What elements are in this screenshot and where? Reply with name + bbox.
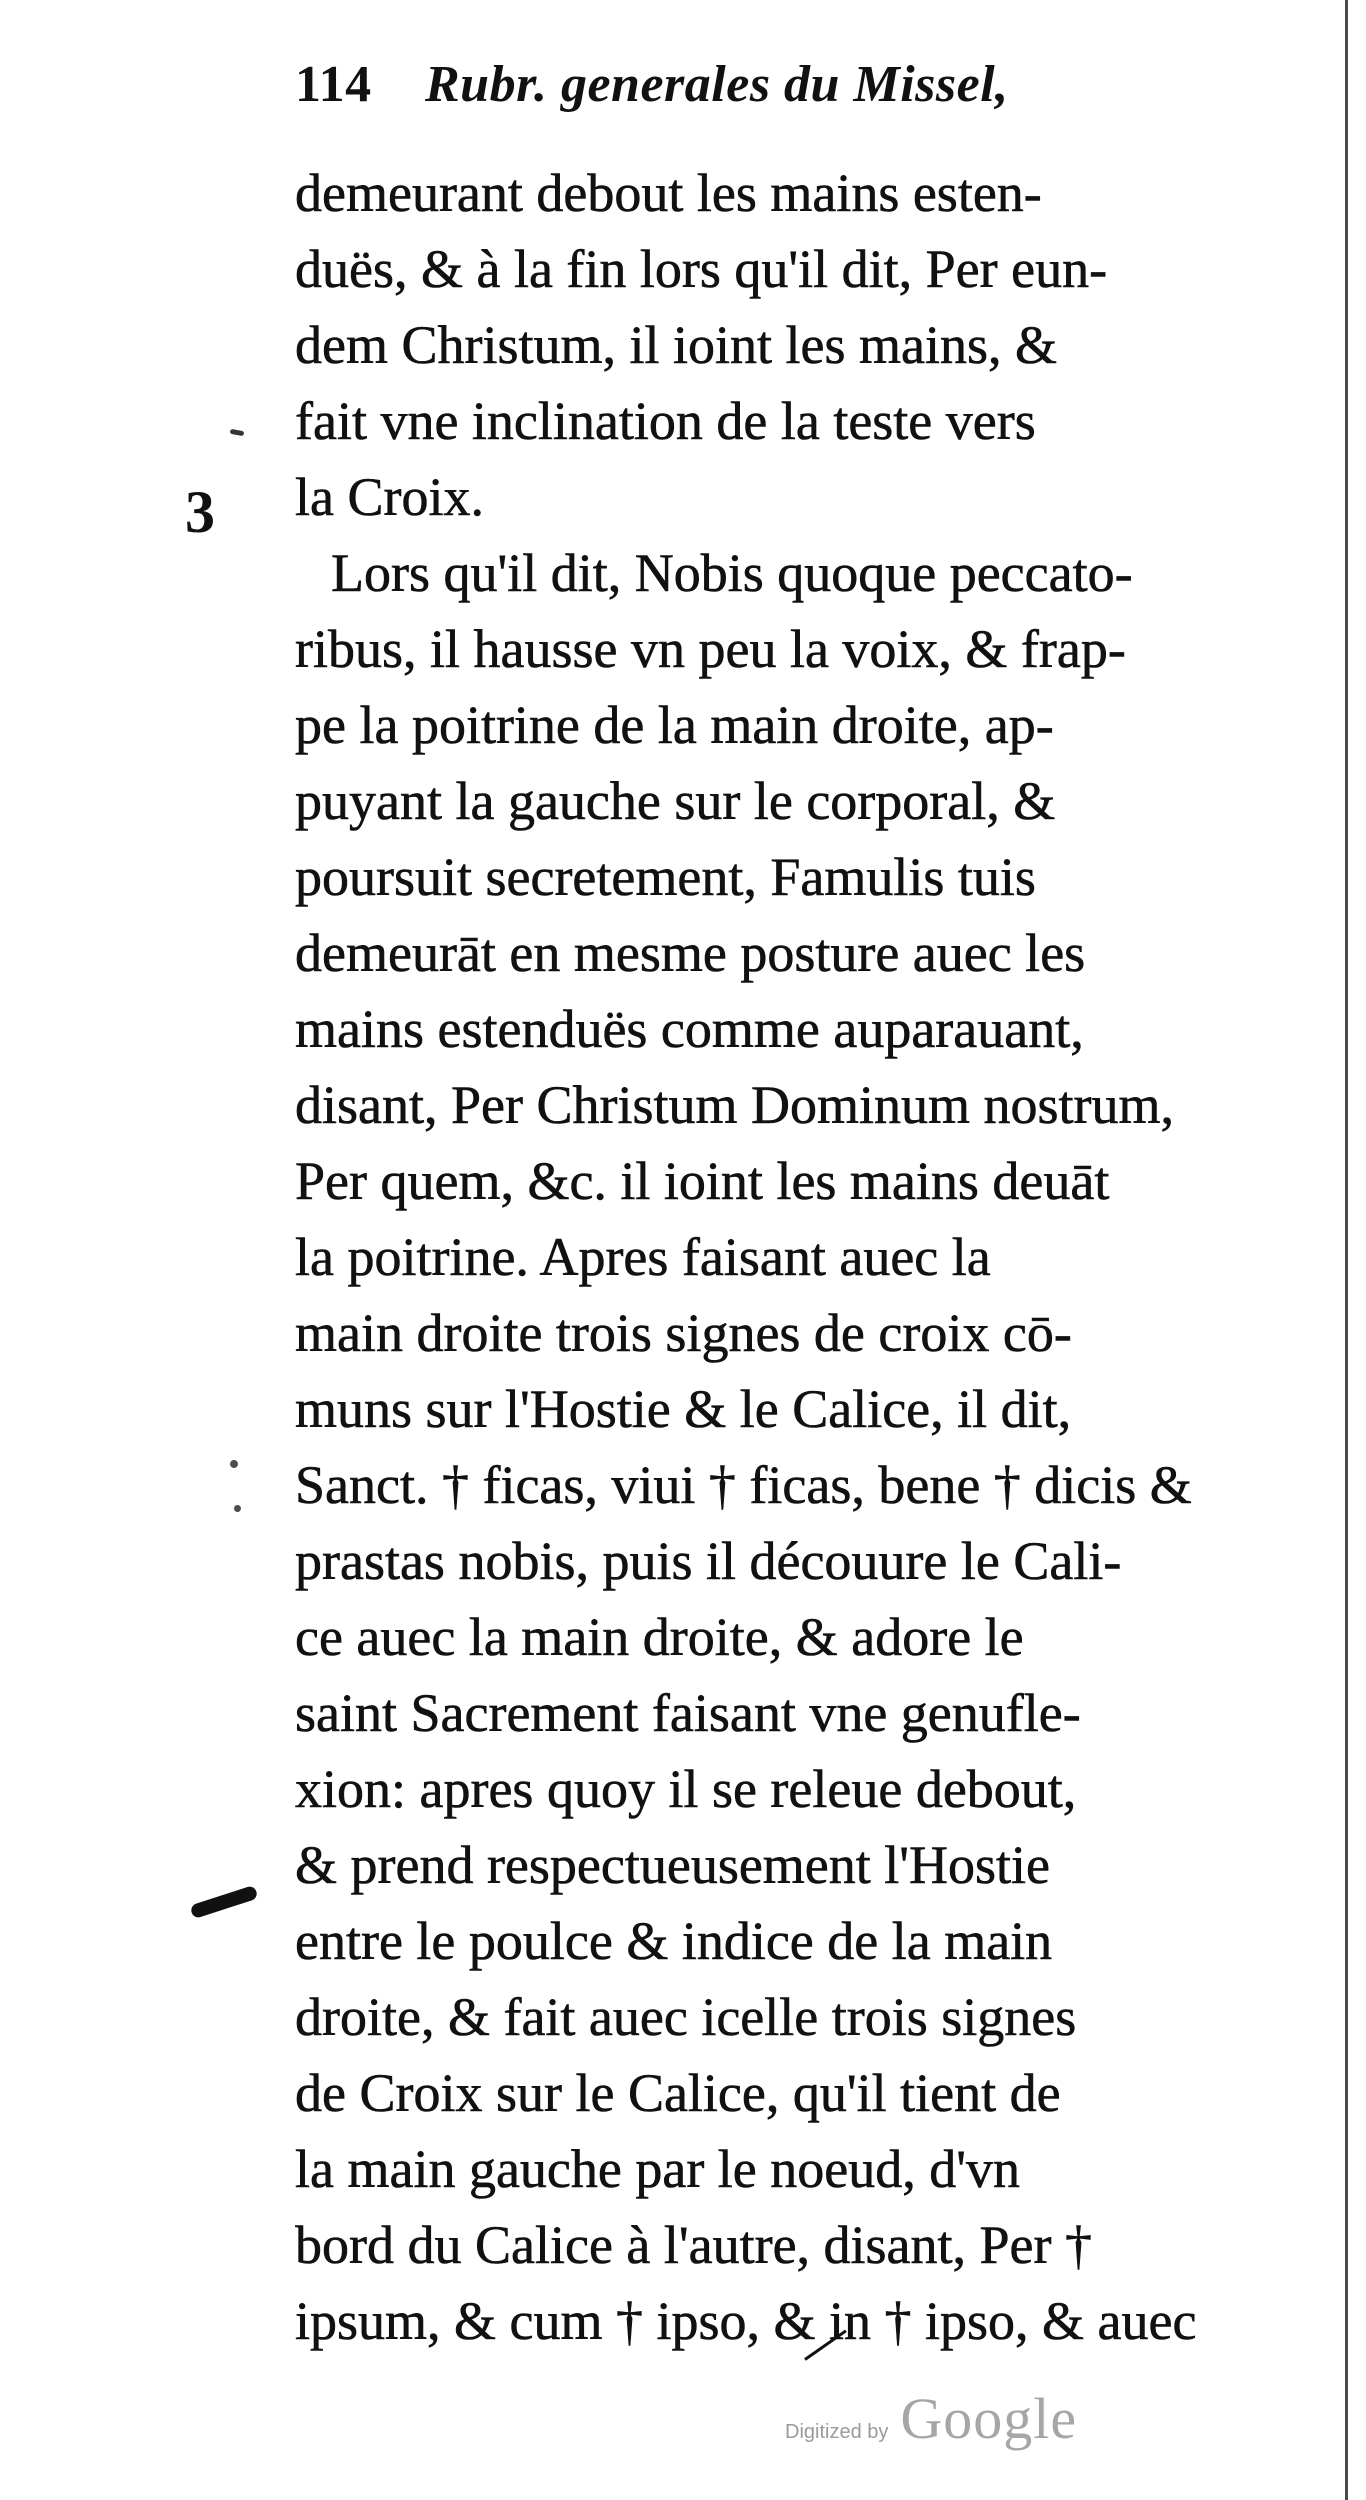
left-margin-marks <box>0 0 320 2500</box>
text-line: la Croix. <box>295 467 484 527</box>
text-line: bord du Calice à l'autre, disant, Per † <box>295 2215 1093 2275</box>
text-line: duës, & à la fin lors qu'il dit, Per eun- <box>295 239 1108 299</box>
text-line: de Croix sur le Calice, qu'il tient de <box>295 2063 1061 2123</box>
running-head <box>295 55 1285 145</box>
text-line: puyant la gauche sur le corporal, & <box>295 771 1056 831</box>
text-line: pe la poitrine de la main droite, ap- <box>295 695 1054 755</box>
margin-ink-mark <box>190 1885 259 1919</box>
text-line: saint Sacrement faisant vne genufle- <box>295 1683 1081 1743</box>
margin-section-number: 3 <box>185 479 215 545</box>
text-line: mains estenduës comme auparauant, <box>295 999 1084 1059</box>
running-head-title: Rubr. generales du Missel, <box>425 56 1009 113</box>
text-line: ipsum, & cum † ipso, & in † ipso, & auec <box>295 2291 1197 2351</box>
text-line: droite, & fait auec icelle trois signes <box>295 1987 1077 2047</box>
text-line: prastas nobis, puis il découure le Cali- <box>295 1531 1122 1591</box>
text-line: Lors qu'il dit, Nobis quoque peccato- <box>331 543 1133 603</box>
text-line: & prend respectueusement l'Hostie <box>295 1835 1050 1895</box>
text-line: xion: apres quoy il se releue debout, <box>295 1759 1077 1819</box>
text-line: demeurant debout les mains esten- <box>295 163 1042 223</box>
margin-tick <box>230 429 245 436</box>
text-line: Sanct. † ficas, viui † ficas, bene † dicis & <box>295 1455 1192 1515</box>
text-line: la main gauche par le noeud, d'vn <box>295 2139 1020 2199</box>
google-logo-text: Google <box>900 2386 1078 2451</box>
text-line: demeurāt en mesme posture auec les <box>295 923 1086 983</box>
page-edge-line <box>1345 0 1348 2500</box>
digitized-by-label: Digitized by <box>785 2421 889 2443</box>
digitization-footer <box>785 2385 1077 2452</box>
text-line: la poitrine. Apres faisant auec la <box>295 1227 991 1287</box>
page-number: 114 <box>295 56 372 113</box>
text-line: muns sur l'Hostie & le Calice, il dit, <box>295 1379 1072 1439</box>
text-line: Per quem, &c. il ioint les mains deuāt <box>295 1151 1110 1211</box>
text-line: disant, Per Christum Dominum nostrum, <box>295 1075 1175 1135</box>
page-text <box>295 55 1285 2351</box>
text-line: ce auec la main droite, & adore le <box>295 1607 1024 1667</box>
text-line: fait vne inclination de la teste vers <box>295 391 1036 451</box>
text-line: dem Christum, il ioint les mains, & <box>295 315 1057 375</box>
text-line: entre le poulce & indice de la main <box>295 1911 1053 1971</box>
text-line: main droite trois signes de croix cō- <box>295 1303 1072 1363</box>
text-line: poursuit secretement, Famulis tuis <box>295 847 1036 907</box>
margin-tick <box>229 1459 238 1468</box>
margin-tick <box>233 1504 241 1512</box>
text-line: ribus, il hausse vn peu la voix, & frap- <box>295 619 1126 679</box>
